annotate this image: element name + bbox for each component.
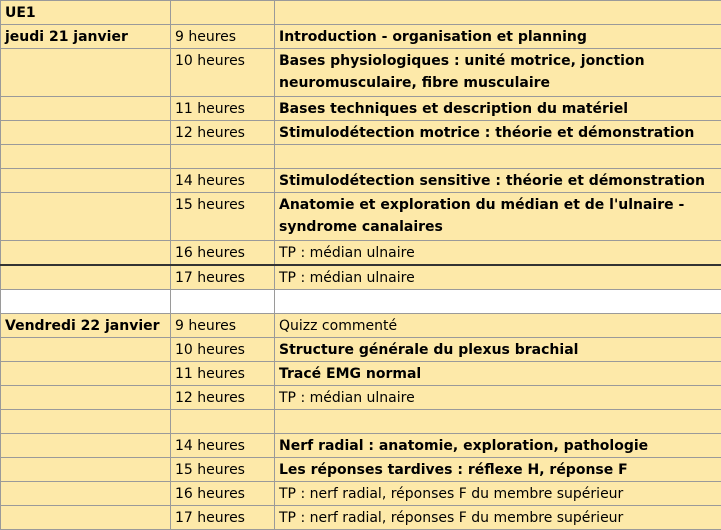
table-row (1, 290, 721, 314)
session-title-cell: Introduction - organisation et planning (275, 25, 721, 49)
session-title-cell (275, 290, 721, 314)
time-cell (171, 290, 275, 314)
table-row (1, 49, 721, 97)
table-row (1, 482, 721, 506)
table-row (1, 97, 721, 121)
day-cell (1, 145, 171, 169)
day-cell (1, 97, 171, 121)
time-cell: 15 heures (171, 458, 275, 482)
session-title-cell (275, 1, 721, 25)
session-title-cell: Nerf radial : anatomie, exploration, pathologie (275, 434, 721, 458)
time-cell: 9 heures (171, 25, 275, 49)
time-cell: 14 heures (171, 434, 275, 458)
day-cell (1, 290, 171, 314)
session-title-cell (275, 410, 721, 434)
session-title-cell: Tracé EMG normal (275, 362, 721, 386)
day-cell: Vendredi 22 janvier (1, 314, 171, 338)
time-cell: 11 heures (171, 97, 275, 121)
time-cell: 11 heures (171, 362, 275, 386)
time-cell: 10 heures (171, 49, 275, 97)
time-cell: 10 heures (171, 338, 275, 362)
session-title-cell: Quizz commenté (275, 314, 721, 338)
time-cell: 12 heures (171, 386, 275, 410)
day-cell (1, 410, 171, 434)
table-row (1, 121, 721, 145)
time-cell: 17 heures (171, 506, 275, 530)
day-cell (1, 386, 171, 410)
time-cell: 17 heures (171, 265, 275, 290)
session-title-cell: Anatomie et exploration du médian et de l'ulnaire - syndrome canalaires (275, 193, 721, 241)
time-cell: 16 heures (171, 482, 275, 506)
table-row (1, 1, 721, 25)
session-title-cell: Bases techniques et description du matériel (275, 97, 721, 121)
time-cell (171, 410, 275, 434)
table-row (1, 193, 721, 241)
day-cell (1, 169, 171, 193)
session-title-cell (275, 145, 721, 169)
time-cell (171, 1, 275, 25)
day-cell (1, 434, 171, 458)
table-row (1, 25, 721, 49)
day-cell (1, 458, 171, 482)
day-cell (1, 241, 171, 266)
session-title-cell: Structure générale du plexus brachial (275, 338, 721, 362)
day-cell (1, 193, 171, 241)
table-row (1, 169, 721, 193)
table-row (1, 338, 721, 362)
day-cell (1, 506, 171, 530)
session-title-cell: TP : médian ulnaire (275, 265, 721, 290)
session-title-cell: TP : médian ulnaire (275, 386, 721, 410)
day-cell (1, 362, 171, 386)
session-title-cell: Stimulodétection sensitive : théorie et démonstration (275, 169, 721, 193)
table-row (1, 241, 721, 266)
session-title-cell: Stimulodétection motrice : théorie et démonstration (275, 121, 721, 145)
table-row (1, 314, 721, 338)
day-cell (1, 121, 171, 145)
schedule-body (1, 1, 721, 530)
time-cell: 16 heures (171, 241, 275, 266)
time-cell: 14 heures (171, 169, 275, 193)
day-cell: jeudi 21 janvier (1, 25, 171, 49)
table-row (1, 458, 721, 482)
session-title-cell: TP : nerf radial, réponses F du membre supérieur (275, 482, 721, 506)
time-cell: 15 heures (171, 193, 275, 241)
time-cell: 12 heures (171, 121, 275, 145)
table-row (1, 410, 721, 434)
day-cell (1, 482, 171, 506)
session-title-cell: TP : médian ulnaire (275, 241, 721, 266)
table-row (1, 265, 721, 290)
day-cell (1, 49, 171, 97)
table-row (1, 362, 721, 386)
time-cell: 9 heures (171, 314, 275, 338)
time-cell (171, 145, 275, 169)
session-title-cell: Les réponses tardives : réflexe H, réponse F (275, 458, 721, 482)
day-cell (1, 265, 171, 290)
day-cell (1, 338, 171, 362)
session-title-cell: TP : nerf radial, réponses F du membre supérieur (275, 506, 721, 530)
table-row (1, 434, 721, 458)
table-row (1, 145, 721, 169)
day-cell: UE1 (1, 1, 171, 25)
session-title-cell: Bases physiologiques : unité motrice, jonction neuromusculaire, fibre musculaire (275, 49, 721, 97)
table-row (1, 386, 721, 410)
table-row (1, 506, 721, 530)
